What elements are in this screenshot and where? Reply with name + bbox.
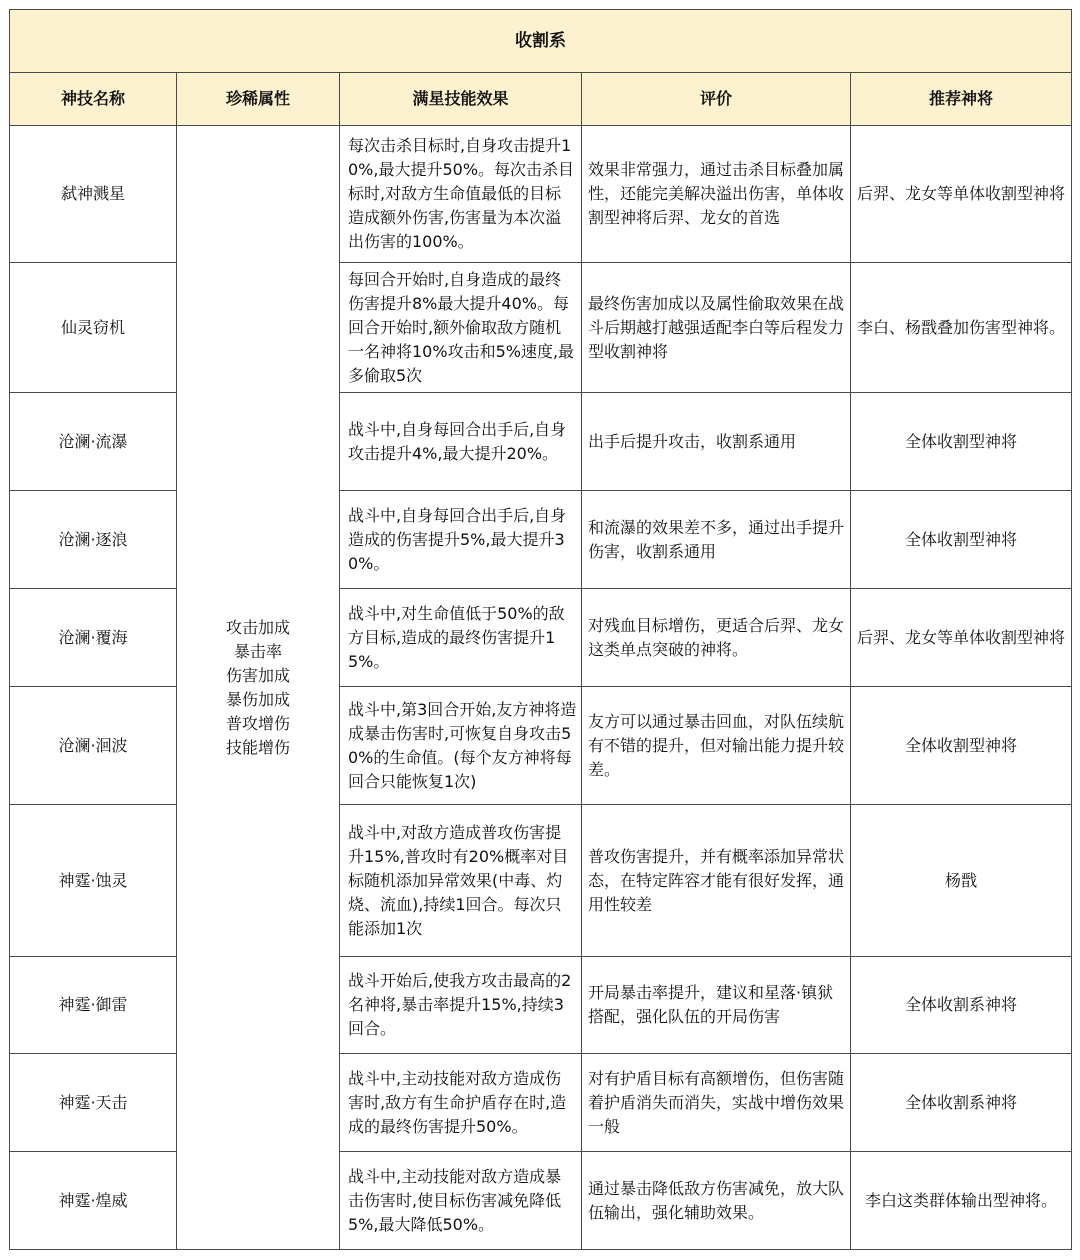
header-rare-attribute: 珍稀属性 — [177, 73, 340, 126]
table-row — [10, 491, 1072, 589]
skill-evaluation: 友方可以通过暴击回血，对队伍续航有不错的提升，但对输出能力提升较差。 — [582, 687, 851, 805]
skill-name: 弑神溅星 — [10, 126, 177, 263]
header-max-star-effect: 满星技能效果 — [340, 73, 582, 126]
skill-recommend: 全体收割型神将 — [851, 491, 1072, 589]
skill-evaluation: 开局暴击率提升，建议和星落·镇狱搭配，强化队伍的开局伤害 — [582, 957, 851, 1054]
rare-attribute: 普攻增伤 — [225, 713, 290, 733]
table-row — [10, 805, 1072, 957]
skill-name: 神霆·蚀灵 — [10, 805, 177, 957]
skill-evaluation: 最终伤害加成以及属性偷取效果在战斗后期越打越强适配李白等后程发力型收割神将 — [582, 263, 851, 393]
skill-effect: 战斗中,对生命值低于50%的敌方目标,造成的最终伤害提升15%。 — [340, 589, 582, 687]
skill-effect: 战斗开始后,使我方攻击最高的2名神将,暴击率提升15%,持续3回合。 — [340, 957, 582, 1054]
skill-evaluation: 通过暴击降低敌方伤害减免，放大队伍输出，强化辅助效果。 — [582, 1152, 851, 1250]
rare-attribute: 暴伤加成 — [225, 689, 290, 709]
table-row — [10, 1152, 1072, 1250]
skill-recommend: 全体收割系神将 — [851, 957, 1072, 1054]
skill-name: 沧澜·覆海 — [10, 589, 177, 687]
skill-evaluation: 普攻伤害提升，并有概率添加异常状态，在特定阵容才能有很好发挥，通用性较差 — [582, 805, 851, 957]
skill-effect: 战斗中,自身每回合出手后,自身造成的伤害提升5%,最大提升30%。 — [340, 491, 582, 589]
skill-recommend: 李白这类群体输出型神将。 — [851, 1152, 1072, 1250]
skill-effect: 战斗中,主动技能对敌方造成暴击伤害时,使目标伤害减免降低5%,最大降低50%。 — [340, 1152, 582, 1250]
rare-attribute: 暴击率 — [233, 641, 282, 661]
skill-name: 沧澜·逐浪 — [10, 491, 177, 589]
skill-recommend: 杨戬 — [851, 805, 1072, 957]
skill-evaluation: 和流瀑的效果差不多，通过出手提升伤害，收割系通用 — [582, 491, 851, 589]
table-row — [10, 687, 1072, 805]
skill-effect: 战斗中,主动技能对敌方造成伤害时,敌方有生命护盾存在时,造成的最终伤害提升50%。 — [340, 1054, 582, 1152]
skill-effect: 每回合开始时,自身造成的最终伤害提升8%最大提升40%。每回合开始时,额外偷取敌方随机一名神将10%攻击和5%速度,最多偷取5次 — [340, 263, 582, 393]
rare-attribute: 技能增伤 — [225, 737, 290, 757]
skill-effect: 战斗中,第3回合开始,友方神将造成暴击伤害时,可恢复自身攻击50%的生命值。(每个友方神将每回合只能恢复1次) — [340, 687, 582, 805]
skill-effect: 战斗中,对敌方造成普攻伤害提升15%,普攻时有20%概率对目标随机添加异常效果(中毒、灼烧、流血),持续1回合。每次只能添加1次 — [340, 805, 582, 957]
header-skill-name: 神技名称 — [10, 73, 177, 126]
skill-recommend: 后羿、龙女等单体收割型神将 — [851, 126, 1072, 263]
skill-evaluation: 出手后提升攻击，收割系通用 — [582, 393, 851, 491]
table-title: 收割系 — [10, 10, 1072, 73]
table-row — [10, 957, 1072, 1054]
skill-name: 沧澜·洄波 — [10, 687, 177, 805]
skill-recommend: 全体收割型神将 — [851, 687, 1072, 805]
skill-evaluation: 效果非常强力，通过击杀目标叠加属性，还能完美解决溢出伤害，单体收割型神将后羿、龙女的首选 — [582, 126, 851, 263]
skill-recommend: 全体收割系神将 — [851, 1054, 1072, 1152]
skill-name: 仙灵窃机 — [10, 263, 177, 393]
table-row — [10, 126, 1072, 263]
table-row — [10, 1054, 1072, 1152]
skill-recommend: 全体收割型神将 — [851, 393, 1072, 491]
skill-name: 沧澜·流瀑 — [10, 393, 177, 491]
skill-effect: 每次击杀目标时,自身攻击提升10%,最大提升50%。每次击杀目标时,对敌方生命值最低的目标造成额外伤害,伤害量为本次溢出伤害的100%。 — [340, 126, 582, 263]
skill-name: 神霆·煌威 — [10, 1152, 177, 1250]
header-evaluation: 评价 — [582, 73, 851, 126]
table-row — [10, 589, 1072, 687]
skill-name: 神霆·御雷 — [10, 957, 177, 1054]
skill-recommend: 李白、杨戬叠加伤害型神将。 — [851, 263, 1072, 393]
rare-attribute: 攻击加成 — [225, 617, 290, 637]
skill-recommend: 后羿、龙女等单体收割型神将 — [851, 589, 1072, 687]
skill-table — [9, 9, 1072, 1250]
skill-evaluation: 对有护盾目标有高额增伤，但伤害随着护盾消失而消失，实战中增伤效果一般 — [582, 1054, 851, 1152]
table-row — [10, 393, 1072, 491]
header-recommended-general: 推荐神将 — [851, 73, 1072, 126]
skill-effect: 战斗中,自身每回合出手后,自身攻击提升4%,最大提升20%。 — [340, 393, 582, 491]
skill-table-container — [9, 9, 1071, 1250]
table-row — [10, 263, 1072, 393]
rare-attributes — [177, 126, 340, 1250]
skill-evaluation: 对残血目标增伤，更适合后羿、龙女这类单点突破的神将。 — [582, 589, 851, 687]
rare-attribute: 伤害加成 — [225, 665, 290, 685]
skill-name: 神霆·天击 — [10, 1054, 177, 1152]
